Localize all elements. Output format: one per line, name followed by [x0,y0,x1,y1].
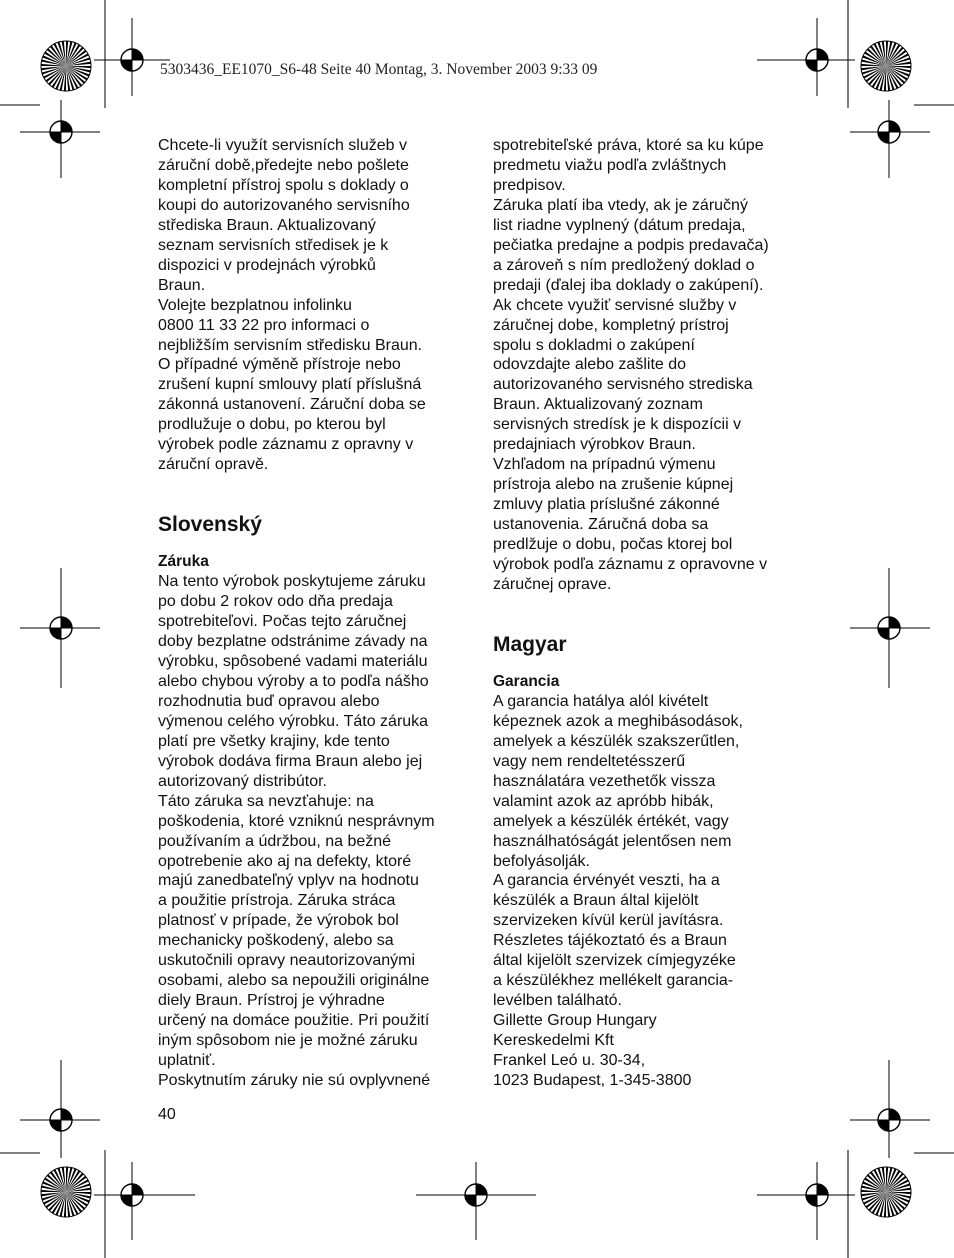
section-title-slovak: Slovenský [158,513,262,537]
section-title-hungarian: Magyar [493,632,567,656]
hungarian-warranty-text: A garancia hatálya alól kivételt képeznek azok a meghibásodások, amelyek a készülék szakszerűtlen, vagy nem rendeltetésszerű használatára vezethetők vissza valamint azok az apróbb hibák, amelyek a készülék értékét, vagy használhatóságát jelentősen nem befolyásolják. A garancia érvényét veszti, ha a készülék a Braun által kijelölt szervizeken kívül kerül javításra. Részletes tájékoztató és a Braun által kijelölt szervizek címjegyzéke a készülékhez mellékelt garancia- levélben található. Gillette Group Hungary Kereskedelmi Kft Frankel Leó u. 30-34, 1023 Budapest, 1-345-3800 [493,692,743,1089]
starburst-mark [861,41,911,91]
slovak-warranty-continuation: spotrebiteľské práva, ktoré sa ku kúpe predmetu viažu podľa zvláštnych predpisov. Záruka platí iba vtedy, ak je záručný list riadne vyplnený (dátum predaja, pečiatka predajne a podpis predavača) a zároveň s ním predložený doklad o predaji (ďalej iba doklady o zakúpení). Ak chcete využiť servisné služby v záručnej dobe, kompletný prístroj spolu s dokladmi o zakúpení odovzdajte alebo zašlite do autorizovaného servisného strediska Braun. Aktualizovaný zoznam servisných stredísk je k dispozícii v predajniach výrobkov Braun. Vzhľadom na prípadnú výmenu prístroja alebo na zrušenie kúpnej zmluvy platia príslušné zákonné ustanovenia. Záručná doba sa predlžuje o dobu, počas ktorej bol výrobok podľa záznamu z opravovne v záručnej oprave. [493,137,769,593]
starburst-mark [41,1167,91,1217]
page-number: 40 [158,1106,176,1123]
slovak-warranty-text: Na tento výrobok poskytujeme záruku po dobu 2 rokov odo dňa predaja spotrebiteľovi. Počas tejto záručnej doby bezplatne odstránime závady na výrobku, spôsobené vadami materiálu alebo chybou výroby a to podľa nášho rozhodnutia buď opravou alebo výmenou celého výrobku. Táto záruka platí pre všetky krajiny, kde tento výrobok dodáva firma Braun alebo jej autorizovaný distribútor. Táto záruka sa nevzťahuje: na poškodenia, ktoré vzniknú nesprávnym používaním a údržbou, na bežné opotrebenie ako aj na defekty, ktoré majú zanedbateľný vplyv na hodnotu a použitie prístroja. Záruka stráca platnosť v prípade, že výrobok bol mechanicky poškodený, alebo sa uskutočnili opravy neautorizovanými osobami, alebo sa nepoužili originálne diely Braun. Prístroj je výhradne určený na domáce použitie. Pri použití iným spôsobom nie je možné záruku uplatniť. Poskytnutím záruky nie sú ovplyvnené [158,573,435,1089]
subsection-title-guarantee: Garancia [493,672,560,690]
czech-service-text: Chcete-li využít servisních služeb v záruční době,předejte nebo pošlete kompletní přístroj spolu s doklady o koupi do autorizovaného servisního střediska Braun. Aktualizovaný seznam servisních středisek je k dispozici v prodejnách výrobků Braun. Volejte bezplatnou infolinku 0800 11 33 22 pro informaci o nejbližším servisním středisku Braun. O případné výměně přístroje nebo zrušení kupní smlouvy platí příslušná zákonná ustanovení. Záruční doba se prodlužuje o dobu, po kterou byl výrobek podle záznamu z opravny v záruční opravě. [158,137,426,474]
print-header: 5303436_EE1070_S6-48 Seite 40 Montag, 3. November 2003 9:33 09 [160,61,598,78]
subsection-title-warranty: Záruka [158,553,209,571]
right-column [493,136,813,1091]
starburst-mark [861,1167,911,1217]
starburst-mark [41,41,91,91]
left-column [158,136,478,1091]
